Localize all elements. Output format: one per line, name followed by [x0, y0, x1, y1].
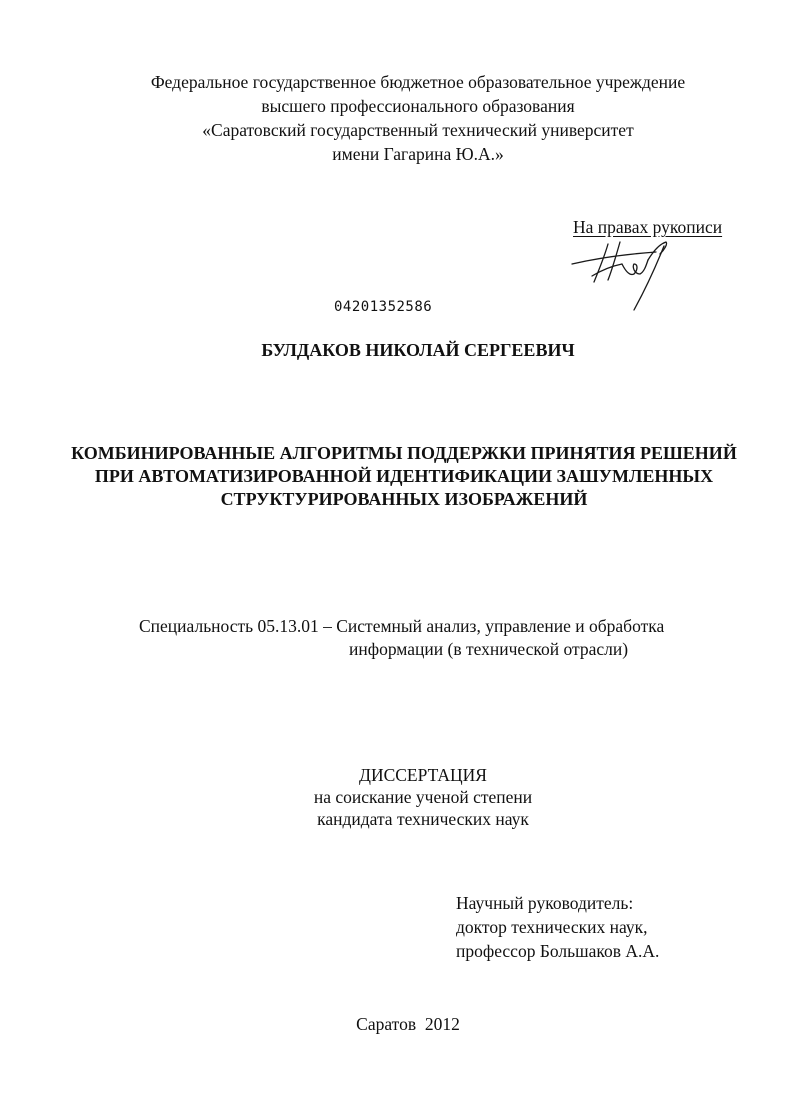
supervisor-block	[456, 891, 659, 963]
specialty-line-1: Специальность 05.13.01 – Системный анализ, управление и обработка	[139, 616, 665, 636]
title-line-3: СТРУКТУРИРОВАННЫХ ИЗОБРАЖЕНИЙ	[220, 489, 588, 509]
degree-line-2: кандидата технических наук	[317, 809, 529, 829]
manuscript-note: На правах рукописи	[573, 217, 723, 237]
institution-line-3: «Саратовский государственный технический университет	[202, 120, 634, 140]
author-name: БУЛДАКОВ НИКОЛАЙ СЕРГЕЕВИЧ	[261, 340, 575, 360]
specialty-line-2: информации (в технической отрасли)	[349, 639, 629, 659]
title-line-2: ПРИ АВТОМАТИЗИРОВАННОЙ ИДЕНТИФИКАЦИИ ЗАШУМЛЕННЫХ	[94, 466, 714, 486]
institution-line-1: Федеральное государственное бюджетное образовательное учреждение	[150, 72, 686, 92]
supervisor-label: Научный руководитель:	[456, 893, 634, 913]
title-line-1: КОМБИНИРОВАННЫЕ АЛГОРИТМЫ ПОДДЕРЖКИ ПРИНЯТИЯ РЕШЕНИЙ	[71, 443, 737, 463]
degree-heading: ДИССЕРТАЦИЯ	[359, 765, 487, 785]
institution-line-2: высшего профессионального образования	[261, 96, 575, 116]
institution-header	[0, 70, 797, 166]
supervisor-degree: доктор технических наук,	[456, 917, 648, 937]
dissertation-title	[0, 442, 797, 511]
archive-stamp-number: 04201352586	[334, 299, 433, 315]
degree-line-1: на соискание ученой степени	[313, 787, 533, 807]
specialty-block	[139, 615, 664, 661]
supervisor-name: профессор Большаков А.А.	[456, 941, 660, 961]
degree-block	[0, 764, 797, 830]
city-year: Саратов 2012	[356, 1014, 460, 1034]
institution-line-4: имени Гагарина Ю.А.»	[332, 144, 504, 164]
handwritten-signature	[568, 236, 688, 312]
